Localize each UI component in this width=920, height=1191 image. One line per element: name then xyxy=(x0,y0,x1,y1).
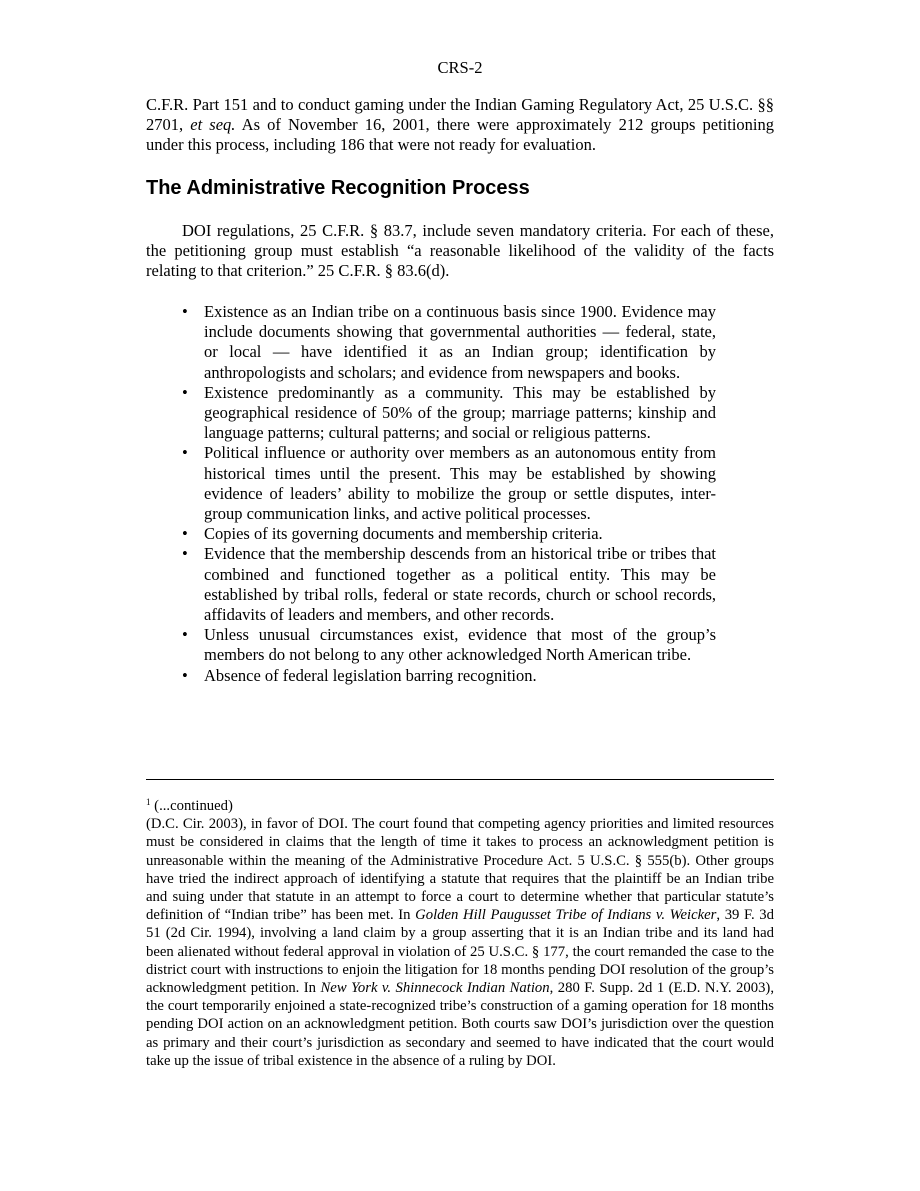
section-heading: The Administrative Recognition Process xyxy=(146,177,530,199)
bullet-icon: • xyxy=(182,443,188,463)
footnote-text-1: (D.C. Cir. 2003), in favor of DOI. The court found that competing agency priorities and limited resources must be considered in claims that the length of time it takes to process an acknowledgment petition is unreasonable within the meaning of the Administrative Procedure Act. 5 U.S.C. § 555(b). Other groups have tried the indirect approach of identifying a statute that requires that the plaintiff be an Indian tribe and suing under that statute in an attempt to force a court to determine whether that particular statute’s definition of “Indian tribe” has been met. In xyxy=(146,816,774,924)
bullet-icon: • xyxy=(182,544,188,564)
footnote-text-3: , 280 F. Supp. 2d 1 (E.D. N.Y. 2003), the court temporarily enjoined a state-recognized tribe’s construction of a gaming operation for 18 months pending DOI action on an acknowledgment petition. Both courts saw DOI’s jurisdiction over the question as primary and their court’s jurisdiction as secondary and seemed to have indicated that the court would take up the issue of tribal existence in the absence of a ruling by DOI. xyxy=(146,980,774,1069)
criteria-list xyxy=(182,302,716,686)
criteria-item-7 xyxy=(182,666,716,686)
criteria-item-text: Absence of federal legislation barring recognition. xyxy=(204,665,537,685)
bullet-icon: • xyxy=(182,302,188,321)
footnote-continued-label: (...continued) xyxy=(150,798,233,814)
section-paragraph: DOI regulations, 25 C.F.R. § 83.7, include seven mandatory criteria. For each of these, the petitioning group must establish “a reasonable likelihood of the validity of the facts relating to that criterion.” 25 C.F.R. § 83.6(d). xyxy=(146,221,774,281)
criteria-item-text: Copies of its governing documents and membership criteria. xyxy=(204,524,603,544)
criteria-item-2 xyxy=(182,383,716,444)
bullet-icon: • xyxy=(182,625,188,645)
footnote-case-shinnecock: New York v. Shinnecock Indian Nation xyxy=(320,980,550,997)
criteria-item-text: Existence predominantly as a community. This may be established by geographical residence of 50% of the group; marriage patterns; kinship and language patterns; cultural patterns; and social or religious patterns. xyxy=(204,382,716,443)
intro-italic-et-seq: et seq. xyxy=(190,115,236,135)
footnote-separator xyxy=(146,779,774,780)
intro-text-part2: As of November 16, 2001, there were approximately 212 groups petitioning under this process, including 186 that were not ready for evaluation. xyxy=(146,115,775,155)
intro-text-part1: C.F.R. Part 151 and to conduct gaming under the Indian Gaming Regulatory Act, 25 U.S.C. §§ 2701, xyxy=(146,95,774,135)
criteria-item-text: Unless unusual circumstances exist, evidence that most of the group’s members do not belong to any other acknowledged North American tribe. xyxy=(204,625,716,665)
criteria-item-text: Political influence or authority over members as an autonomous entity from historical times until the present. This may be established by showing evidence of leaders’ ability to mobilize the group or settle disputes, inter-group communication links, and active political processes. xyxy=(204,443,716,524)
page-number-header: CRS-2 xyxy=(437,58,483,77)
bullet-icon: • xyxy=(182,382,188,402)
intro-paragraph xyxy=(146,95,774,156)
footnote-number: 1 xyxy=(146,797,151,807)
criteria-item-1 xyxy=(182,302,716,383)
footnote xyxy=(146,797,774,1070)
criteria-item-6 xyxy=(182,625,716,665)
criteria-item-5 xyxy=(182,544,716,625)
criteria-item-text: Existence as an Indian tribe on a continuous basis since 1900. Evidence may include documents showing that governmental authorities — federal, state, or local — have identified it as an Indian group; identification by anthropologists and scholars; and evidence from newspapers and books. xyxy=(204,302,716,382)
bullet-icon: • xyxy=(182,665,188,685)
criteria-item-text: Evidence that the membership descends from an historical tribe or tribes that combined and functioned together as a political entity. This may be established by tribal rolls, federal or state records, church or school records, affidavits of leaders and members, and other records. xyxy=(204,544,716,625)
footnote-text-2: , 39 F. 3d 51 (2d Cir. 1994), involving a land claim by a group asserting that it is an Indian tribe and its land had been alienated without federal approval in violation of 25 U.S.C. § 177, the court remanded the case to the district court with instructions to enjoin the litigation for 18 months pending DOI resolution of the group’s acknowledgment petition. In xyxy=(146,907,774,997)
footnote-body xyxy=(146,815,774,1070)
bullet-icon: • xyxy=(182,524,188,544)
criteria-item-4 xyxy=(182,524,716,544)
footnote-case-golden-hill: Golden Hill Paugusset Tribe of Indians v. Weicker xyxy=(415,907,717,924)
footnote-continued-line xyxy=(146,797,774,815)
criteria-item-3 xyxy=(182,443,716,524)
